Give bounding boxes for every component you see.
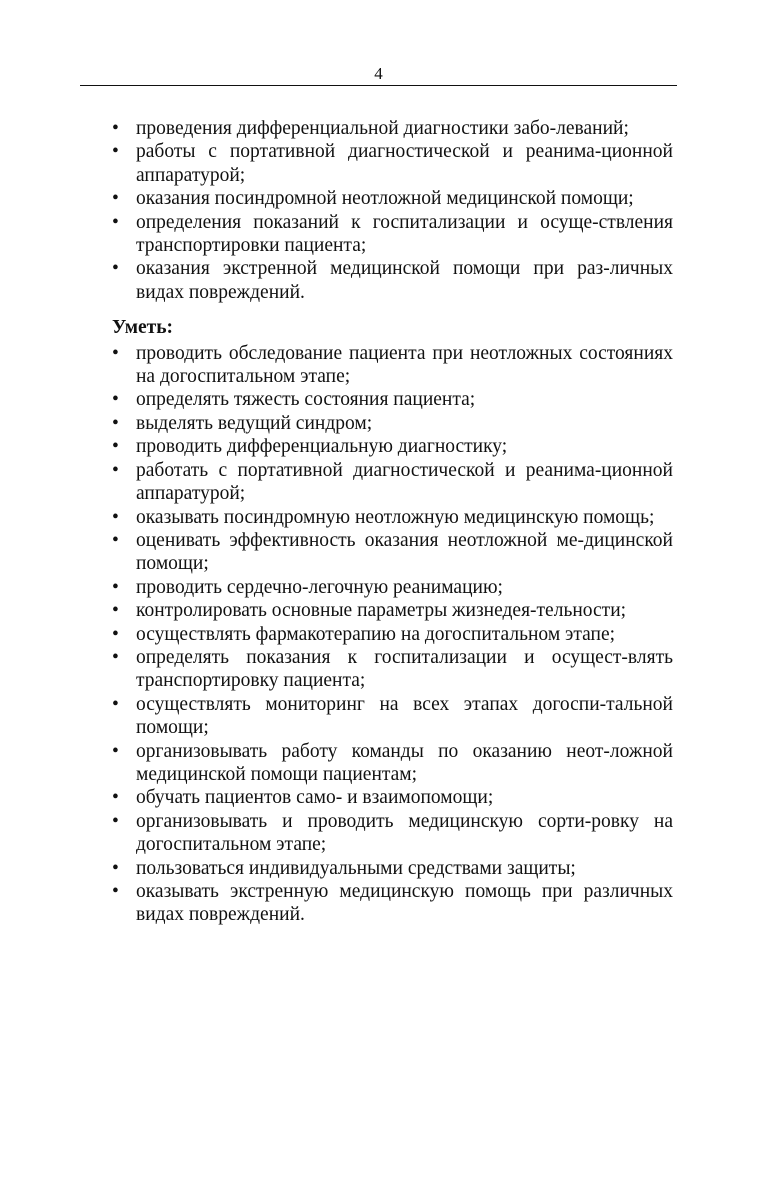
bullet-icon: • [112, 810, 119, 832]
list-item-text: организовывать и проводить медицинскую сорти-ровку на догоспитальном этапе; [136, 810, 673, 856]
bullet-icon: • [112, 646, 119, 668]
bullet-icon: • [112, 412, 119, 434]
page-header [80, 58, 677, 86]
list-item-text: работать с портативной диагностической и реанима-ционной аппаратурой; [136, 459, 673, 505]
list-item-text: проводить дифференциальную диагностику; [136, 436, 508, 458]
list-item-text: осуществлять фармакотерапию на догоспитальном этапе; [136, 623, 616, 645]
bullet-icon: • [112, 623, 119, 645]
list-item [112, 435, 673, 458]
bullet-icon: • [112, 342, 119, 364]
bullet-icon: • [112, 506, 119, 528]
bullet-icon: • [112, 740, 119, 762]
list-item-text: оказания посиндромной неотложной медицинской помощи; [136, 188, 634, 210]
list-item-text: определения показаний к госпитализации и осуще-ствления транспортировки пациента; [136, 211, 673, 257]
list-item [112, 459, 673, 506]
list-item-text: выделять ведущий синдром; [136, 412, 373, 434]
list-item [112, 857, 673, 880]
list-item [112, 506, 673, 529]
list-item [112, 740, 673, 787]
bullet-icon: • [112, 600, 119, 622]
list-item [112, 140, 673, 187]
section-heading: Уметь: [112, 317, 174, 339]
list-item-text: обучать пациентов само- и взаимопомощи; [136, 787, 494, 809]
bullet-icon: • [112, 436, 119, 458]
bullet-icon: • [112, 141, 119, 163]
list-item [112, 646, 673, 693]
list-item [112, 880, 673, 927]
list-item-text: проводить обследование пациента при неотложных состояниях на догоспитальном этапе; [136, 342, 673, 388]
bullet-list-skills [112, 342, 673, 927]
list-item-text: определять тяжесть состояния пациента; [136, 389, 476, 411]
list-item [112, 388, 673, 411]
bullet-icon: • [112, 188, 119, 210]
bullet-icon: • [112, 576, 119, 598]
bullet-icon: • [112, 529, 119, 551]
list-item [112, 257, 673, 304]
bullet-icon: • [112, 857, 119, 879]
list-item [112, 412, 673, 435]
bullet-icon: • [112, 459, 119, 481]
list-item-text: пользоваться индивидуальными средствами защиты; [136, 857, 576, 879]
list-item [112, 187, 673, 210]
list-item-text: проводить сердечно-легочную реанимацию; [136, 576, 503, 598]
list-item [112, 576, 673, 599]
list-item [112, 211, 673, 258]
bullet-list-before [112, 117, 673, 304]
list-item-text: определять показания к госпитализации и осущест-влять транспортировку пациента; [136, 646, 673, 692]
page-number: 4 [374, 64, 383, 83]
list-item [112, 810, 673, 857]
list-item-text: оказания экстренной медицинской помощи при раз-личных видах повреждений. [136, 258, 673, 303]
list-item-text: контролировать основные параметры жизнедея-тельности; [136, 600, 627, 622]
bullet-icon: • [112, 258, 119, 280]
list-item [112, 786, 673, 809]
list-item-text: работы с портативной диагностической и реанима-ционной аппаратурой; [136, 141, 673, 186]
list-item [112, 693, 673, 740]
bullet-icon: • [112, 118, 119, 139]
list-item [112, 599, 673, 622]
list-item-text: оказывать экстренную медицинскую помощь при различных видах повреждений. [136, 881, 673, 926]
bullet-icon: • [112, 693, 119, 715]
bullet-icon: • [112, 881, 119, 902]
list-item-text: оказывать посиндромную неотложную медицинскую помощь; [136, 506, 655, 528]
bullet-icon: • [112, 211, 119, 233]
bullet-icon: • [112, 787, 119, 809]
list-item-text: осуществлять мониторинг на всех этапах догоспи-тальной помощи; [136, 693, 673, 739]
list-item-text: проведения дифференциальной диагностики забо-леваний; [136, 118, 629, 139]
list-item [112, 529, 673, 576]
page-content [112, 117, 673, 927]
list-item-text: оценивать эффективность оказания неотложной ме-дицинской помощи; [136, 529, 673, 575]
list-item [112, 117, 673, 140]
list-item-text: организовывать работу команды по оказанию неот-ложной медицинской помощи пациентам; [136, 740, 673, 785]
list-item [112, 623, 673, 646]
list-item [112, 342, 673, 389]
bullet-icon: • [112, 389, 119, 411]
